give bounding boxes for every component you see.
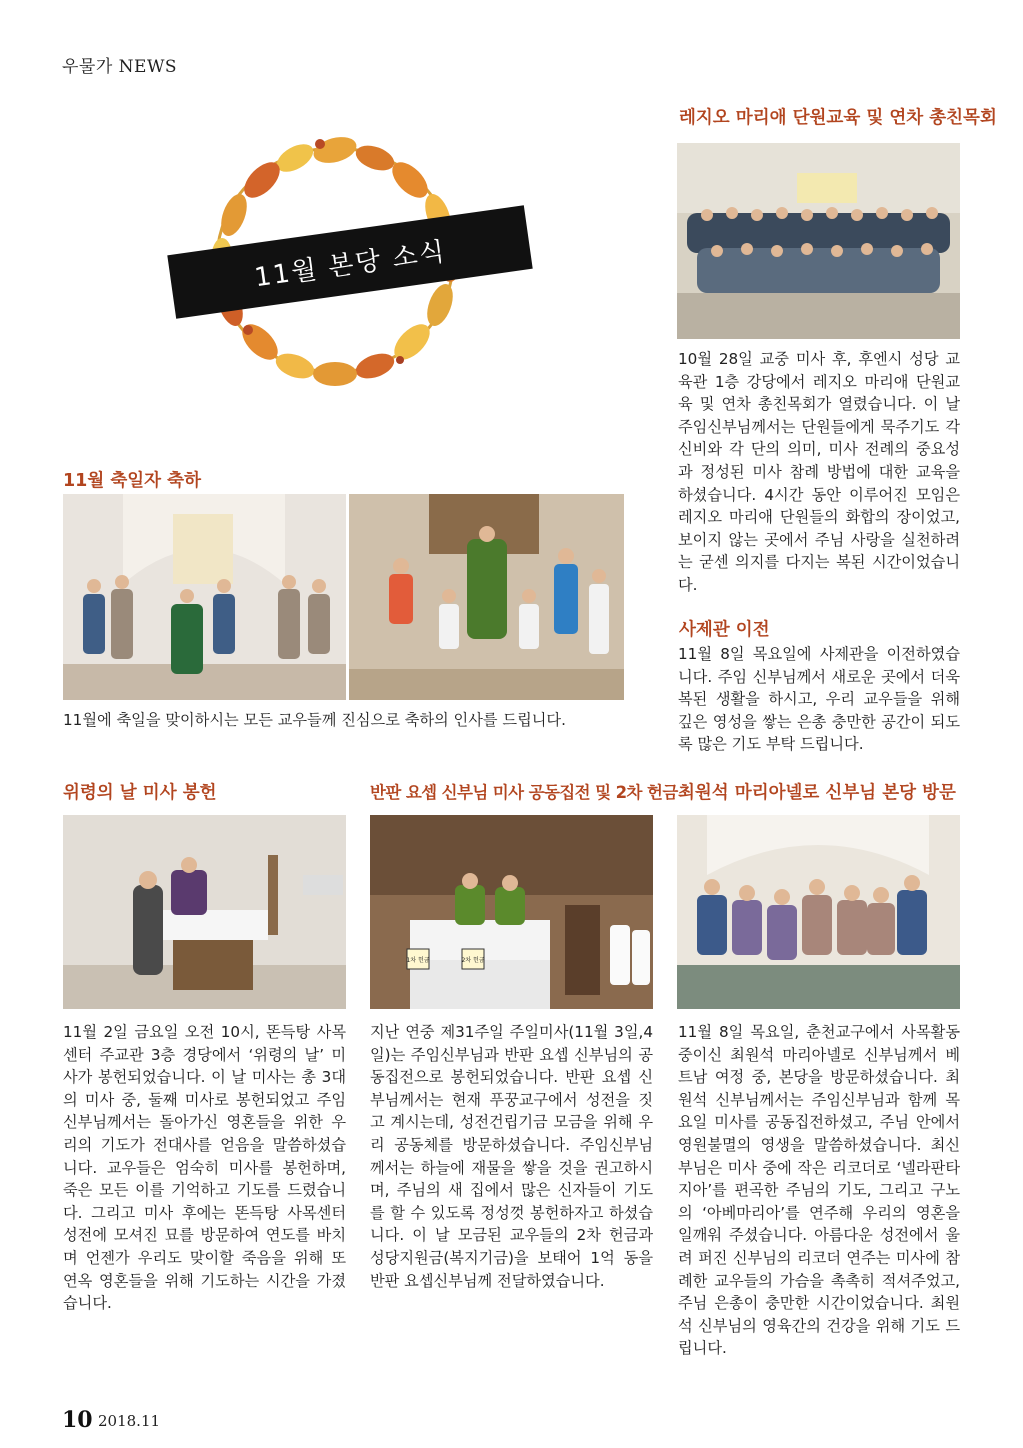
joseph-section-title: 반판 요셉 신부님 미사 공동집전 및 2차 헌금	[370, 783, 678, 802]
issue-banner-title: 11월 본당 소식	[252, 236, 449, 293]
legio-section-title: 레지오 마리애 단원교육 및 연차 총친목회	[679, 108, 997, 128]
souls-section-body: 11월 2일 금요일 오전 10시, 똔득탕 사목센터 주교관 3층 경당에서 ‘위령의 날’ 미사가 봉헌되었습니다. 이 날 미사는 총 3대의 미사 중, 둘째 미사로 봉헌되었고 주임신부님께서는 돌아가신 영혼들을 위한 우리의 기도가 전대사를 얻음을 말씀하셨습니다. 교우들은 엄숙히 미사를 봉헌하며, 죽은 모든 이를 기억하고 기도를 드렸습니다. 그리고 미사 후에는 똔득탕 사목센터 성전에 모셔진 묘를 방문하여 연도를 바치며 언젠가 우리도 맞이할 죽음을 위해 또 연옥 영혼들을 위해 기도하는 시간을 가졌습니다.	[63, 1023, 346, 1313]
joseph-photo-sign-1: 1차 헌금	[406, 957, 430, 964]
feast-photo-right	[349, 494, 624, 700]
joseph-photo-sign-2: 2차 헌금	[461, 957, 485, 964]
joseph-mass-photo	[370, 815, 653, 1009]
feast-photo-left	[63, 494, 346, 700]
souls-section-title: 위령의 날 미사 봉헌	[63, 783, 217, 803]
visit-section-title: 최원석 마리아넬로 신부님 본당 방문	[678, 783, 956, 803]
newsletter-header: 우물가 NEWS	[62, 57, 178, 77]
visit-group-photo	[677, 815, 960, 1009]
joseph-section-body: 지난 연중 제31주일 주일미사(11월 3일,4일)는 주임신부님과 반판 요셉 신부님의 공동집전으로 봉헌되었습니다. 반판 요셉 신부님께서는 현재 푸꿍교구에서 성전을 짓고 계시는데, 성전건립기금 모금을 위해 우리 공동체를 방문하셨습니다. 주임신부님께서는 하늘에 재물을 쌓을 것을 권고하시며, 주님의 새 집에서 많은 신자들이 기도를 할 수 있도록 정성껏 봉헌하자고 하셨습니다. 이 날 모금된 교우들의 2차 헌금과 성당지원금(복지기금)을 보태어 1억 동을 반판 요셉신부님께 전달하였습니다.	[370, 1023, 653, 1290]
rectory-section-title: 사제관 이전	[679, 620, 770, 640]
page-number: 10	[62, 1407, 93, 1433]
issue-date: 2018.11	[98, 1412, 161, 1430]
souls-mass-photo	[63, 815, 346, 1009]
visit-section-body: 11월 8일 목요일, 춘천교구에서 사목활동 중이신 최원석 마리아넬로 신부님께서 베트남 여정 중, 본당을 방문하셨습니다. 최원석 신부님께서는 주임신부님과 함께 목요일 미사를 공동집전하셨고, 주님 안에서 영원불멸의 영생을 말씀하셨습니다. 최신부님은 미사 중에 작은 리코더로 ‘넬라판타지아’를 편곡한 주님의 기도, 그리고 구노의 ‘아베마리아’를 연주해 우리의 영혼을 일깨워 주셨습니다. 아름다운 성전에서 울려 퍼진 신부님의 리코더 연주는 미사에 참례한 교우들의 가슴을 촉촉히 적셔주었고, 주님 은총이 충만한 시간이었습니다. 최원석 신부님의 영육간의 건강을 위해 기도 드립니다.	[678, 1023, 960, 1358]
feast-section-title: 11월 축일자 축하	[63, 471, 201, 491]
feast-section-caption: 11월에 축일을 맞이하시는 모든 교우들께 진심으로 축하의 인사를 드립니다.	[63, 711, 566, 729]
legio-section-body: 10월 28일 교중 미사 후, 후엔시 성당 교육관 1층 강당에서 레지오 마리애 단원교육 및 연차 총친목회가 열렸습니다. 이 날 주임신부님께서는 단원들에게 묵주기도 각 신비와 각 단의 의미, 미사 전례의 중요성과 정성된 미사 참례 방법에 대한 교육을 하셨습니다. 4시간 동안 이루어진 모임은 레지오 마리애 단원들의 화합의 장이었고, 보이지 않는 곳에서 주님 사랑을 실천하려는 굳센 의지를 다지는 복된 시간이었습니다.	[678, 350, 960, 594]
legio-group-photo	[677, 143, 960, 339]
rectory-section-body: 11월 8일 목요일에 사제관을 이전하였습니다. 주임 신부님께서 새로운 곳에서 더욱 복된 생활을 하시고, 우리 교우들을 위해 깊은 영성을 쌓는 은총 충만한 공간이 되도록 많은 기도 부탁 드립니다.	[678, 645, 960, 754]
